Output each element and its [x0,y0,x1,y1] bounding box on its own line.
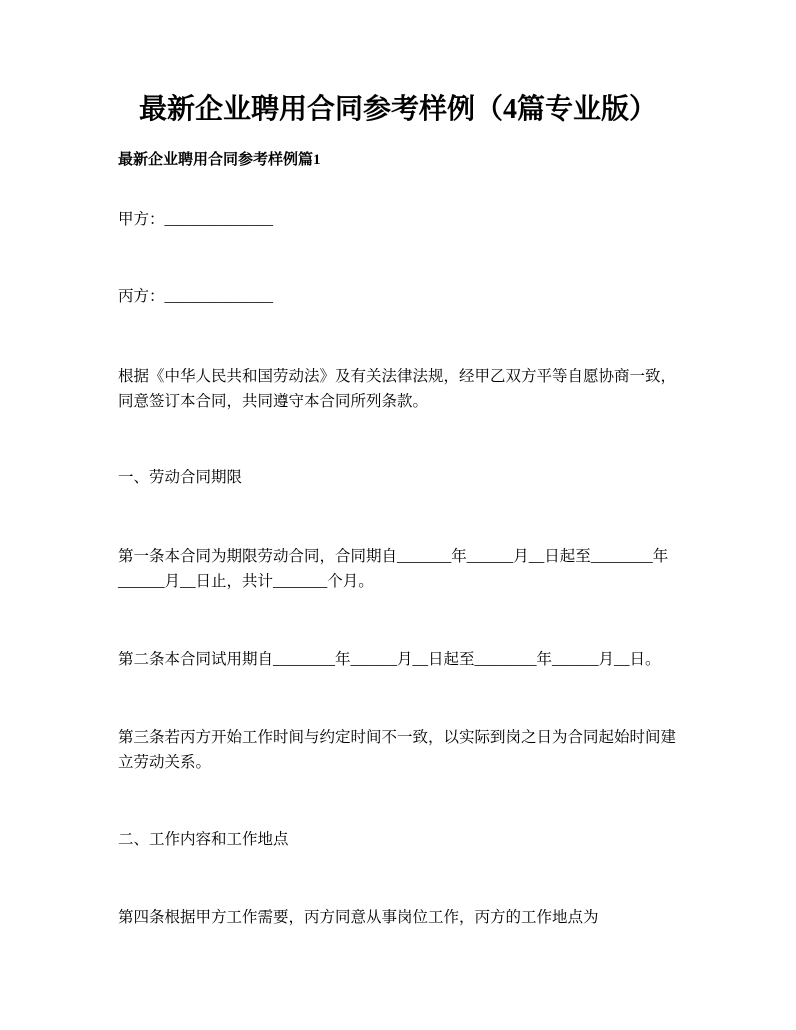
paragraph-line: 第二条本合同试用期自________年______月__日起至________年______月__日。 [118,651,661,668]
paragraph-line: 立劳动关系。 [118,754,212,771]
paragraph-line: 根据《中华人民共和国劳动法》及有关法律法规，经甲乙双方平等自愿协商一致， [118,368,677,385]
paragraph-line: 第一条本合同为期限劳动合同，合同期自_______年______月__日起至________年 [118,548,669,565]
section-heading-work: 二、工作内容和工作地点 [118,831,289,848]
paragraph-line: 同意签订本合同，共同遵守本合同所列条款。 [118,393,429,410]
paragraph-line: 第四条根据甲方工作需要，丙方同意从事岗位工作，丙方的工作地点为 [118,909,599,926]
section-heading-term: 一、劳动合同期限 [118,469,243,486]
party-c-line: 丙方：______________ [118,288,274,305]
document-subtitle: 最新企业聘用合同参考样例篇1 [118,152,321,168]
paragraph-line: ______月__日止，共计_______个月。 [118,573,374,590]
document-title: 最新企业聘用合同参考样例（4篇专业版） [138,94,657,125]
party-a-line: 甲方：______________ [118,211,274,228]
paragraph-line: 第三条若丙方开始工作时间与约定时间不一致，以实际到岗之日为合同起始时间建 [118,729,677,746]
